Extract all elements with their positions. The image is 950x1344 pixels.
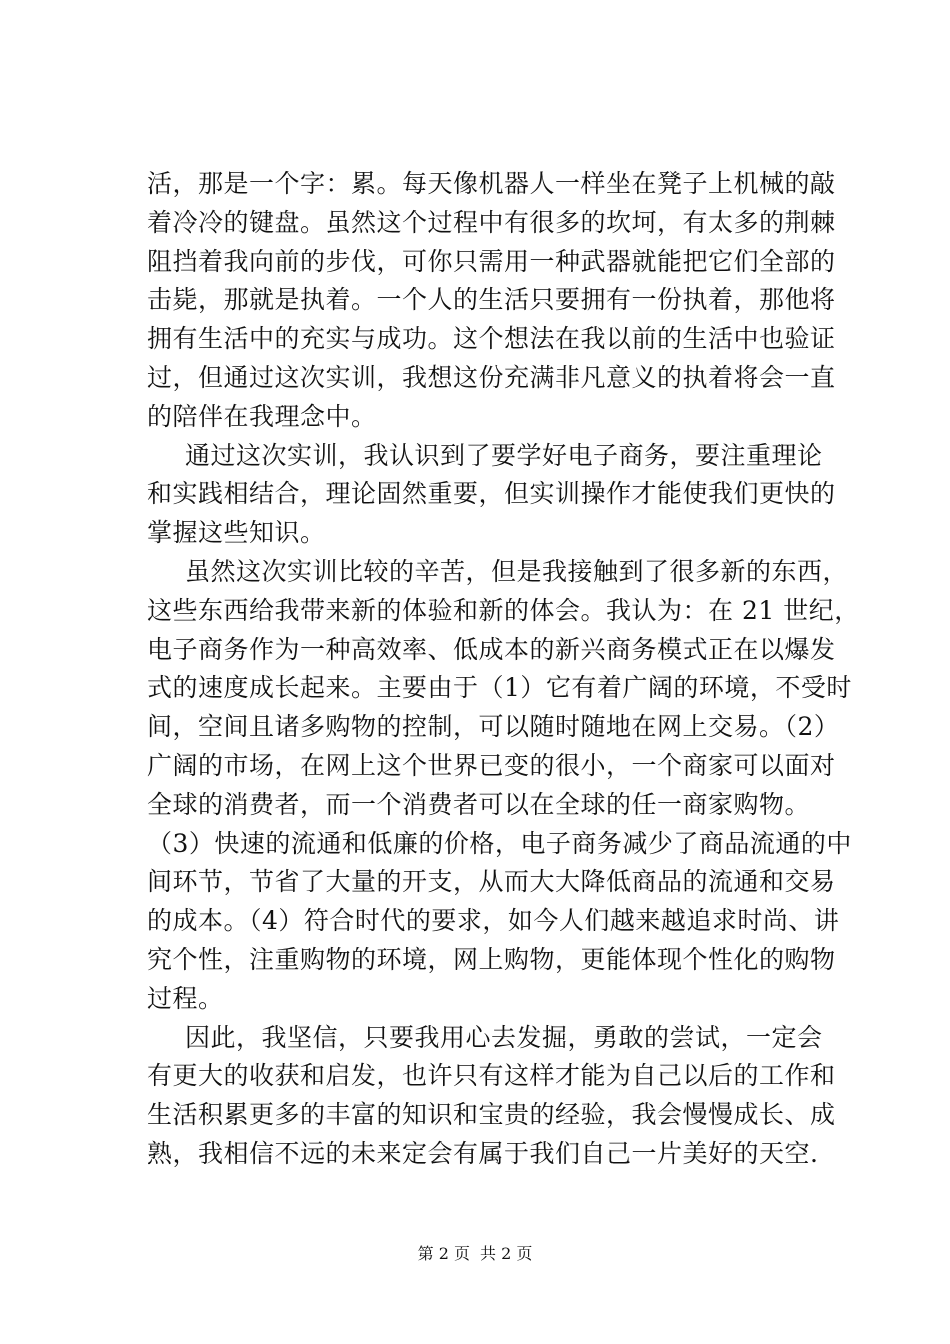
- body-text: [147, 165, 860, 1174]
- text-line: 的成本。（4）符合时代的要求，如今人们越来越追求时尚、讲: [147, 906, 840, 936]
- text-line: 掌握这些知识。: [147, 518, 326, 548]
- paragraph-first-line: 因此，我坚信，只要我用心去发掘，勇敢的尝试，一定会: [185, 1022, 823, 1052]
- text-line: 过，但通过这次实训，我想这份充满非凡意义的执着将会一直: [147, 362, 836, 392]
- text-line: 这些东西给我带来新的体验和新的体会。我认为：在 21 世纪，: [147, 595, 860, 625]
- text-line: 电子商务作为一种高效率、低成本的新兴商务模式正在以爆发: [147, 634, 836, 664]
- text-line: 和实践相结合，理论固然重要，但实训操作才能使我们更快的: [147, 479, 836, 509]
- text-line: 拥有生活中的充实与成功。这个想法在我以前的生活中也验证: [147, 324, 836, 354]
- text-line: 全球的消费者，而一个消费者可以在全球的任一商家购物。: [147, 789, 811, 819]
- paragraph-first-line: 虽然这次实训比较的辛苦，但是我接触到了很多新的东西，: [185, 556, 849, 586]
- page-total: 共 2 页: [480, 1244, 533, 1263]
- text-line: 间环节，节省了大量的开支，从而大大降低商品的流通和交易: [147, 867, 836, 897]
- text-line: 的陪伴在我理念中。: [147, 401, 377, 431]
- paragraph-first-line: 通过这次实训，我认识到了要学好电子商务，要注重理论: [185, 440, 823, 470]
- text-line: 广阔的市场，在网上这个世界已变的很小，一个商家可以面对: [147, 750, 836, 780]
- page-footer: [0, 1243, 950, 1265]
- text-line: 生活积累更多的丰富的知识和宝贵的经验，我会慢慢成长、成: [147, 1100, 836, 1130]
- text-line: 击毙，那就是执着。一个人的生活只要拥有一份执着，那他将: [147, 285, 836, 315]
- text-line: 间，空间且诸多购物的控制，可以随时随地在网上交易。（2）: [147, 712, 840, 742]
- text-line: 着冷冷的键盘。虽然这个过程中有很多的坎坷，有太多的荆棘: [147, 207, 836, 237]
- text-line: 阻挡着我向前的步伐，可你只需用一种武器就能把它们全部的: [147, 246, 836, 276]
- page-number: 第 2 页: [417, 1244, 470, 1263]
- text-line: 过程。: [147, 983, 224, 1013]
- text-line: 熟，我相信不远的未来定会有属于我们自己一片美好的天空.: [147, 1138, 819, 1168]
- text-line: 式的速度成长起来。主要由于（1）它有着广阔的环境，不受时: [147, 673, 852, 703]
- text-line: 活，那是一个字：累。每天像机器人一样坐在凳子上机械的敲: [147, 169, 836, 198]
- text-line: 有更大的收获和启发，也许只有这样才能为自己以后的工作和: [147, 1061, 836, 1091]
- text-line: （3）快速的流通和低廉的价格，电子商务减少了商品流通的中: [147, 828, 852, 858]
- text-line: 究个性，注重购物的环境，网上购物，更能体现个性化的购物: [147, 944, 836, 974]
